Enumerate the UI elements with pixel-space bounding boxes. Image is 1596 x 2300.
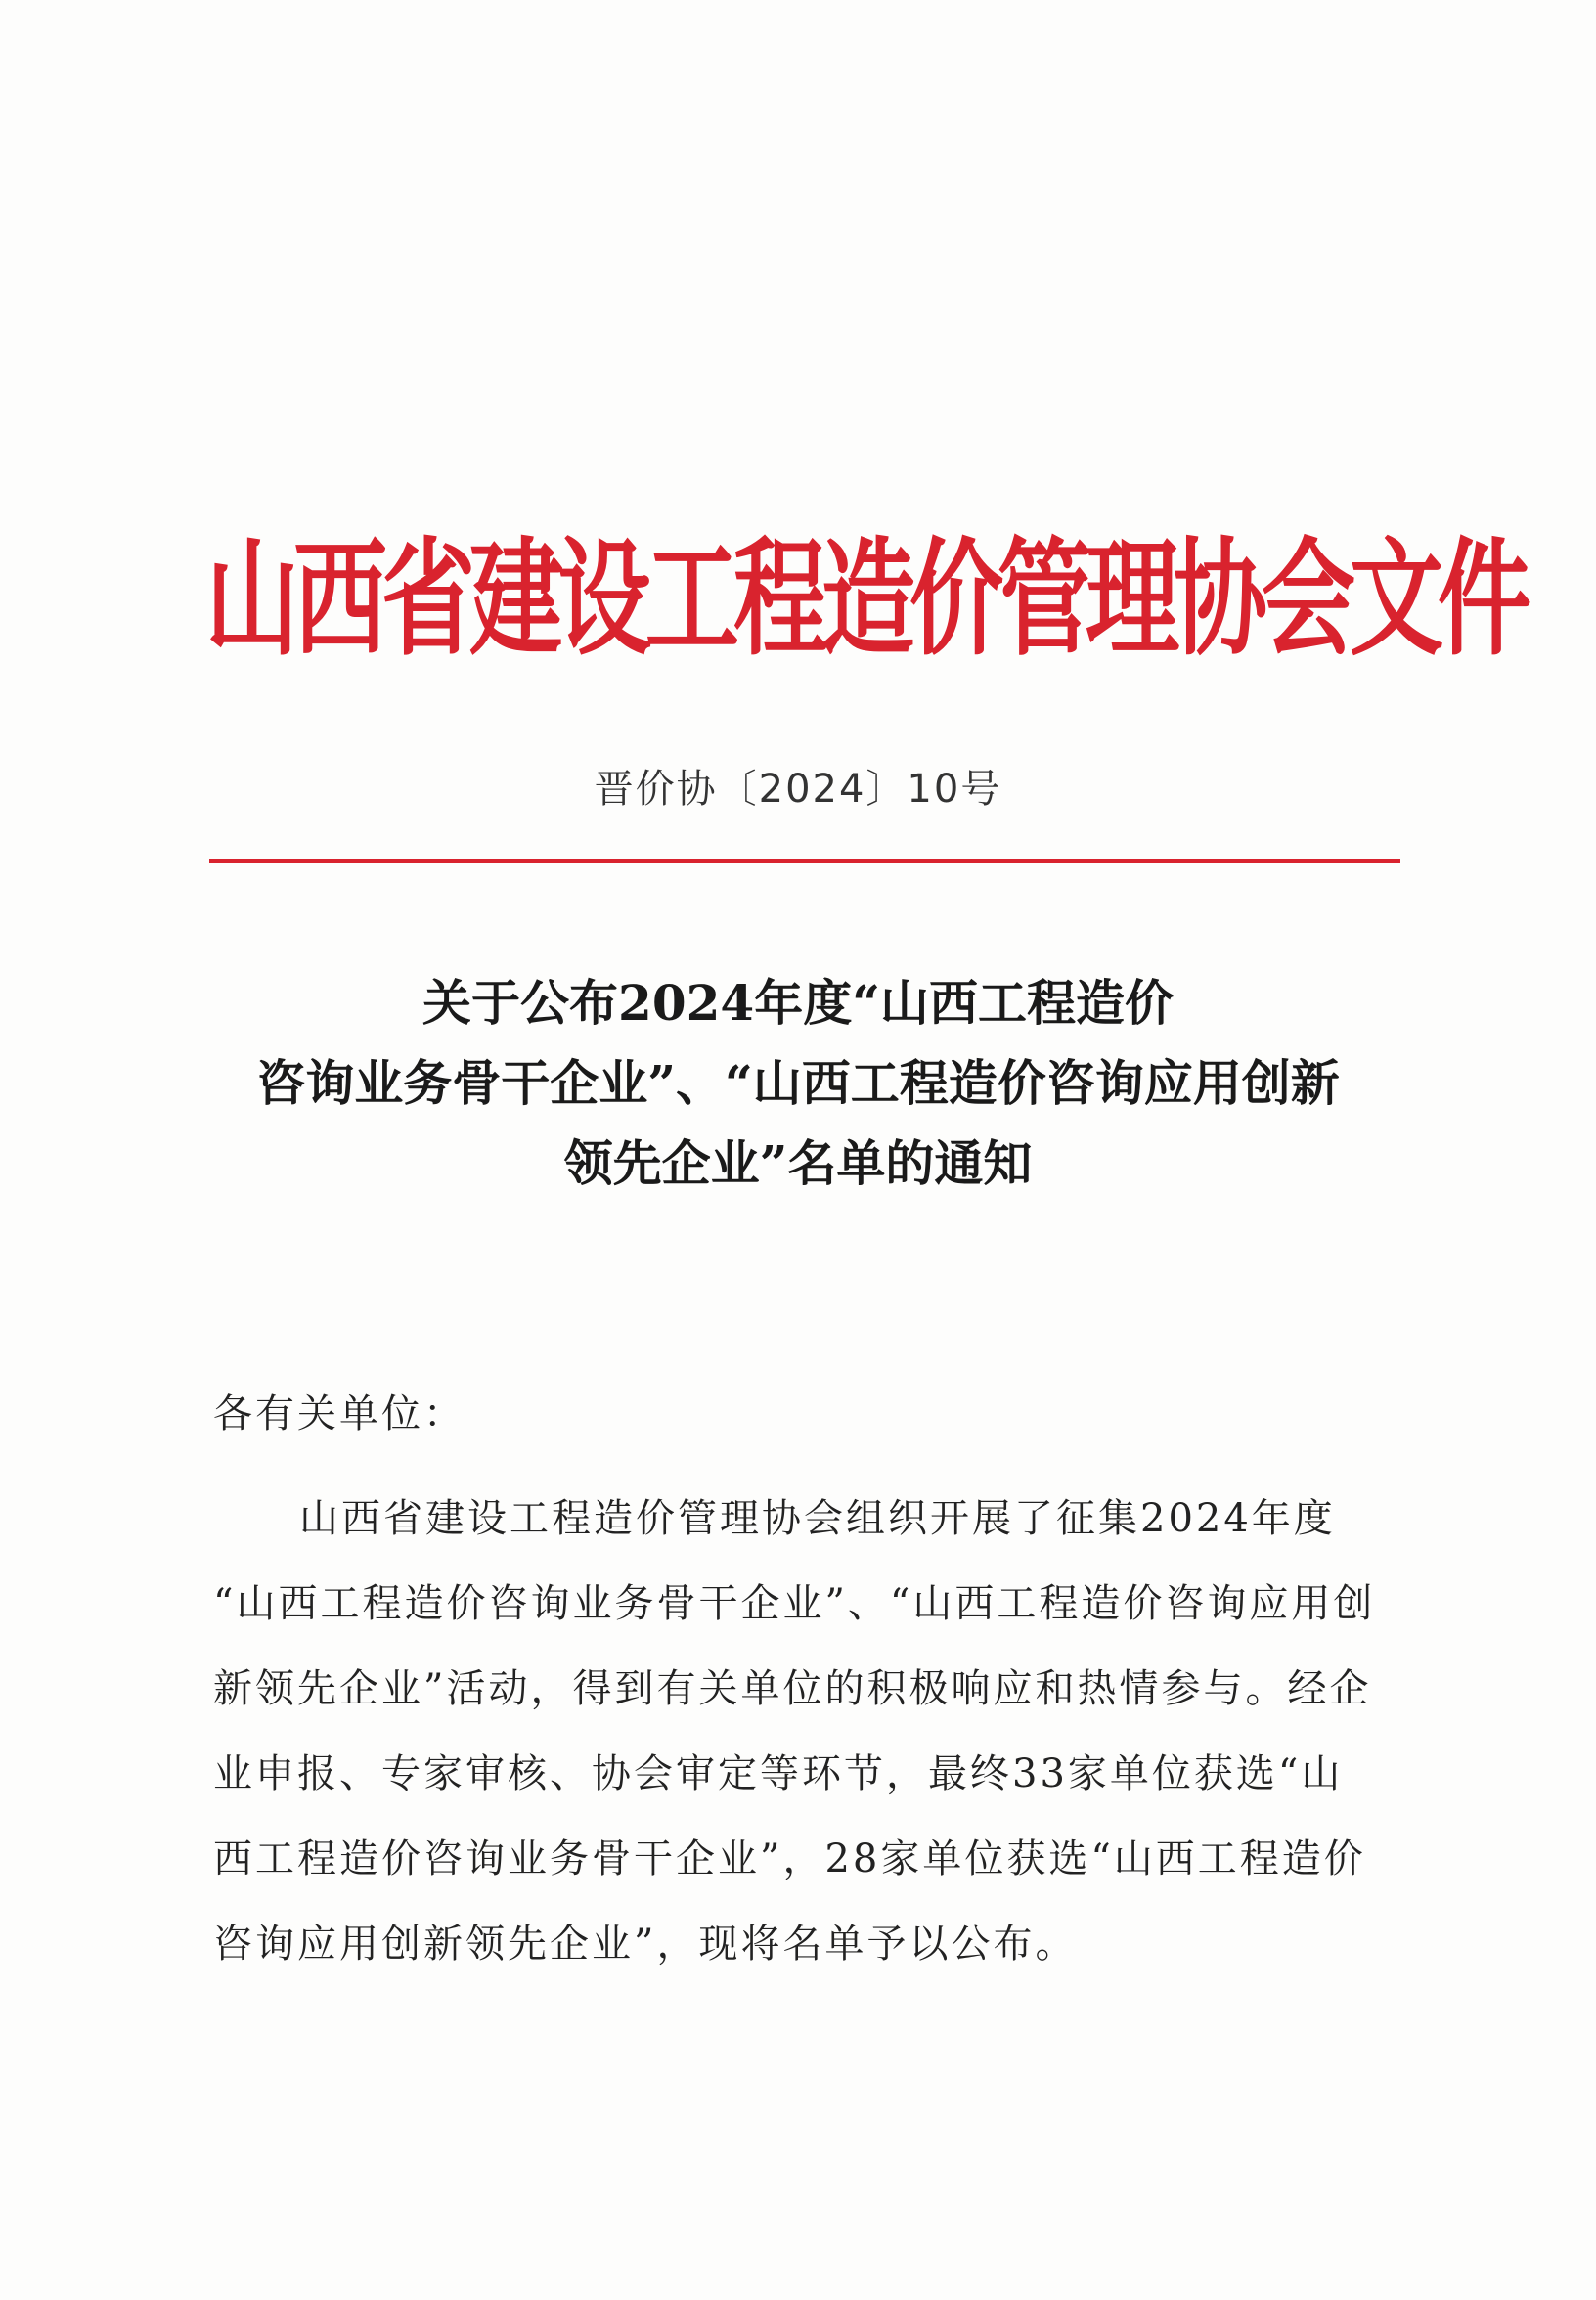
body-line: 业申报、专家审核、协会审定等环节，最终33家单位获选“山: [213, 1751, 1344, 1796]
issuing-organization-header: 山西省建设工程造价管理协会文件: [205, 525, 1526, 674]
notice-title-line: 领先企业”名单的通知: [563, 1134, 1033, 1192]
notice-title-line: 关于公布2024年度“山西工程造价: [422, 974, 1174, 1032]
body-line: 山西省建设工程造价管理协会组织开展了征集2024年度: [299, 1496, 1336, 1541]
body-line: 西工程造价咨询业务骨干企业”，28家单位获选“山西工程造价: [213, 1836, 1366, 1881]
body-line: 咨询应用创新领先企业”，现将名单予以公布。: [213, 1922, 1078, 1967]
notice-title: [147, 963, 1449, 1204]
red-separator-line: [209, 859, 1400, 862]
body-line: “山西工程造价咨询业务骨干企业”、“山西工程造价咨询应用创: [213, 1581, 1376, 1626]
salutation: 各有关单位：: [213, 1392, 466, 1437]
body-line: 新领先企业”活动，得到有关单位的积极响应和热情参与。经企: [213, 1666, 1372, 1711]
notice-body: [213, 1477, 1416, 1987]
notice-title-line: 咨询业务骨干企业”、“山西工程造价咨询应用创新: [256, 1054, 1340, 1112]
document-number: 晋价协〔2024〕10号: [594, 767, 1002, 812]
